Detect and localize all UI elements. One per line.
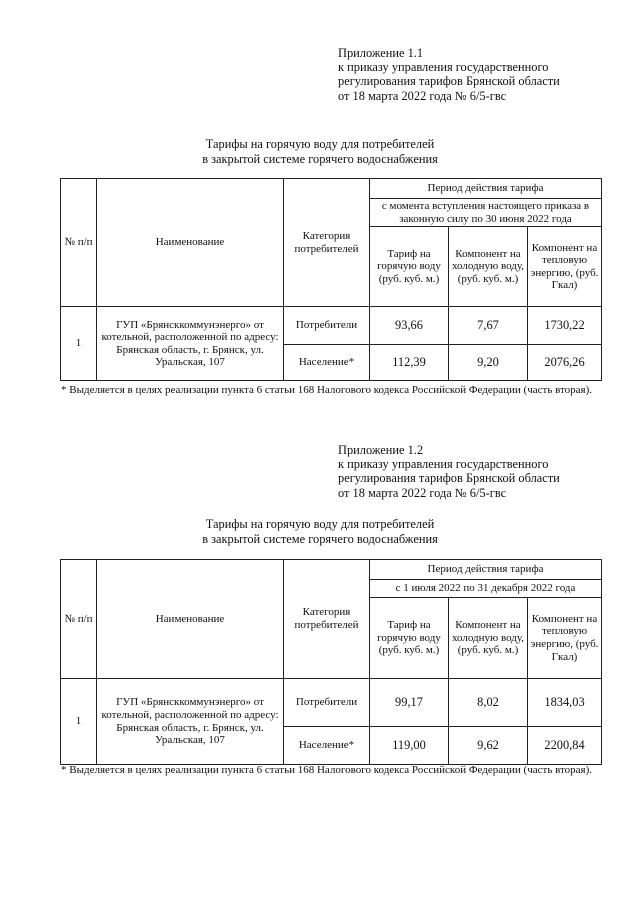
appendix-order-line: к приказу управления государственного — [338, 457, 549, 472]
appendix-number: Приложение 1.2 — [338, 443, 424, 457]
title-line: в закрытой системе горячего водоснабжения — [202, 151, 438, 166]
period-value: с 1 июля 2022 по 31 декабря 2022 года — [370, 580, 602, 598]
appendix-date-line: от 18 марта 2022 года № 6/5-гвс — [338, 88, 507, 103]
cold-water-value: 8,02 — [449, 679, 528, 727]
appendix-header-1 — [338, 46, 560, 103]
title-line: в закрытой системе горячего водоснабжения — [202, 531, 438, 546]
cold-water-value: 9,62 — [449, 727, 528, 765]
heat-energy-value: 1730,22 — [528, 307, 602, 345]
tariff-table-2 — [60, 559, 602, 765]
category-cell: Потребители — [284, 679, 370, 727]
tariff-table-1 — [60, 178, 602, 381]
heat-energy-value: 1834,03 — [528, 679, 602, 727]
appendix-header-2 — [338, 443, 560, 500]
appendix-authority-line: регулирования тарифов Брянской области — [338, 74, 560, 89]
cold-water-value: 9,20 — [449, 345, 528, 381]
table-title-2 — [0, 517, 640, 546]
col-header-heat-energy: Компонент на тепловую энергию, (руб. Гкал) — [528, 598, 602, 679]
period-header: Период действия тарифа — [370, 179, 602, 199]
col-header-heat-energy: Компонент на тепловую энергию, (руб. Гкал) — [528, 227, 602, 307]
period-value: с момента вступления настоящего приказа в законную силу по 30 июня 2022 года — [370, 199, 602, 227]
table-row — [61, 679, 602, 727]
appendix-date-line: от 18 марта 2022 года № 6/5-гвс — [338, 485, 507, 500]
tariff-value: 112,39 — [370, 345, 449, 381]
table-title-1 — [0, 137, 640, 166]
col-header-cold-water: Компонент на холодную воду, (руб. куб. м.) — [449, 598, 528, 679]
col-header-category: Категория потребителей — [284, 560, 370, 679]
col-header-tariff: Тариф на горячую воду (руб. куб. м.) — [370, 598, 449, 679]
footnote-1: * Выделяется в целях реализации пункта 6 статьи 168 Налогового кодекса Российской Федерации (часть вторая). — [61, 384, 593, 396]
col-header-cold-water: Компонент на холодную воду, (руб. куб. м.) — [449, 227, 528, 307]
row-number: 1 — [61, 679, 97, 765]
col-header-name: Наименование — [97, 179, 284, 307]
tariff-value: 99,17 — [370, 679, 449, 727]
col-header-category: Категория потребителей — [284, 179, 370, 307]
category-cell: Население* — [284, 345, 370, 381]
appendix-number: Приложение 1.1 — [338, 46, 424, 60]
col-header-name: Наименование — [97, 560, 284, 679]
category-cell: Потребители — [284, 307, 370, 345]
period-header: Период действия тарифа — [370, 560, 602, 580]
organization-name: ГУП «Брянсккоммунэнерго» от котельной, расположенной по адресу: Брянская область, г. Брянск, ул. Уральская, 107 — [97, 679, 284, 765]
col-header-number: № п/п — [61, 560, 97, 679]
category-cell: Население* — [284, 727, 370, 765]
heat-energy-value: 2200,84 — [528, 727, 602, 765]
title-line: Тарифы на горячую воду для потребителей — [205, 137, 435, 151]
appendix-authority-line: регулирования тарифов Брянской области — [338, 471, 560, 486]
footnote-2: * Выделяется в целях реализации пункта 6 статьи 168 Налогового кодекса Российской Федерации (часть вторая). — [61, 764, 593, 776]
cold-water-value: 7,67 — [449, 307, 528, 345]
table-row — [61, 307, 602, 345]
col-header-number: № п/п — [61, 179, 97, 307]
heat-energy-value: 2076,26 — [528, 345, 602, 381]
col-header-tariff: Тариф на горячую воду (руб. куб. м.) — [370, 227, 449, 307]
title-line: Тарифы на горячую воду для потребителей — [205, 517, 435, 531]
row-number: 1 — [61, 307, 97, 381]
organization-name: ГУП «Брянсккоммунэнерго» от котельной, расположенной по адресу: Брянская область, г. Брянск, ул. Уральская, 107 — [97, 307, 284, 381]
tariff-value: 93,66 — [370, 307, 449, 345]
appendix-order-line: к приказу управления государственного — [338, 60, 549, 75]
tariff-value: 119,00 — [370, 727, 449, 765]
